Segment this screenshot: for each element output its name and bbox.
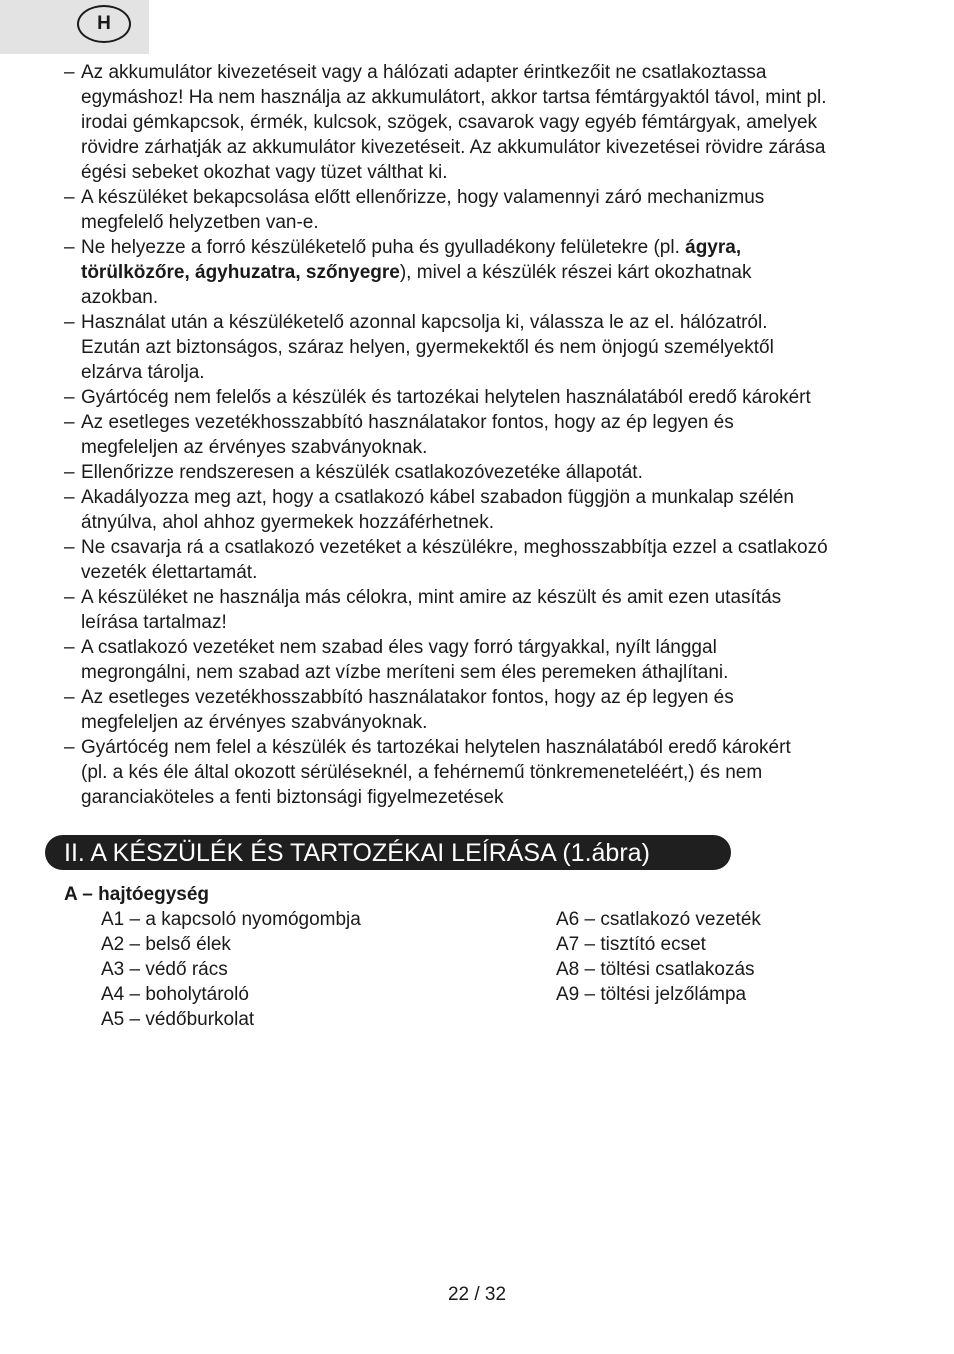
dash-marker: – [64,387,75,408]
part-item: A8 – töltési csatlakozás [556,959,755,980]
part-item: A6 – csatlakozó vezeték [556,909,761,930]
language-badge [77,5,131,43]
section-heading [45,835,731,870]
dash-marker: – [64,737,75,758]
dash-marker: – [64,62,75,83]
list-item: – Ellenőrizze rendszeresen a készülék csatlakozóvezetéke állapotát. [64,462,643,483]
list-item: – Gyártócég nem felel a készülék és tartozékai helytelen használatából eredő károkért (pl. a kés éle által okozott sérüléseknél, a fehérnemű tönkremeneteléért,) és nem garanciaköteles a fenti biztonsági figyelmezetések [64,737,791,808]
dash-marker: – [64,637,75,658]
part-item: A5 – védőburkolat [101,1009,255,1030]
parts-list-left [101,907,361,1032]
list-item: – Használat után a készüléketelő azonnal kapcsolja ki, válassza le az el. hálózatról. Ezután azt biztonságos, száraz helyen, gyermekektől és nem önjogú személyektől elzárva tárolja. [64,312,774,383]
list-item: – Az esetleges vezetékhosszabbító használatakor fontos, hogy az ép legyen és megfeleljen az érvényes szabványoknak. [64,687,734,733]
part-item: A7 – tisztító ecset [556,934,706,955]
safety-instructions-list [64,60,904,810]
dash-marker: – [64,237,75,258]
list-item: – Az akkumulátor kivezetéseit vagy a hálózati adapter érintkezőit ne csatlakoztassa egymáshoz! Ha nem használja az akkumulátort, akkor tartsa fémtárgyaktól távol, mint pl. irodai gémkapcsok, érmék, kulcsok, szögek, csavarok vagy egyéb fémtárgyak, amelyek rövidre zárhatják az akkumulátor kivezetéseit. Az akkumulátor kivezetései rövidre zárása égési sebeket okozhat vagy tüzet válthat ki. [64,62,827,183]
parts-list-right [556,907,761,1007]
part-item: A9 – töltési jelzőlámpa [556,984,747,1005]
dash-marker: – [64,462,75,483]
dash-marker: – [64,412,75,433]
dash-marker: – [64,537,75,558]
dash-marker: – [64,312,75,333]
dash-marker: – [64,487,75,508]
part-item: A3 – védő rács [101,959,228,980]
list-item: – Ne csavarja rá a csatlakozó vezetéket a készülékre, meghosszabbítja ezzel a csatlakozó vezeték élettartamát. [64,537,828,583]
list-item: – Ne helyezze a forró készüléketelő puha és gyulladékony felületekre (pl. ágyra, törülközőre, ágyhuzatra, szőnyegre), mivel a készülék részei kárt okozhatnak azokban. [64,237,752,308]
list-item: – Akadályozza meg azt, hogy a csatlakozó kábel szabadon függjön a munkalap szélén átnyúlva, ahol ahhoz gyermekek hozzáférhetnek. [64,487,794,533]
part-item: A4 – boholytároló [101,984,249,1005]
section-title: II. A KÉSZÜLÉK ÉS TARTOZÉKAI LEÍRÁSA (1.ábra) [64,839,650,867]
list-item: – A csatlakozó vezetéket nem szabad éles vagy forró tárgyakkal, nyílt lánggal megrongálni, nem szabad azt vízbe meríteni sem éles peremeken áthajlítani. [64,637,729,683]
list-item: – A készüléket ne használja más célokra, mint amire az készült és amit ezen utasítás leírása tartalmaz! [64,587,782,633]
list-item: – Az esetleges vezetékhosszabbító használatakor fontos, hogy az ép legyen és megfeleljen az érvényes szabványoknak. [64,412,734,458]
dash-marker: – [64,687,75,708]
dash-marker: – [64,587,75,608]
list-item: – Gyártócég nem felelős a készülék és tartozékai helytelen használatából eredő károkért [64,387,811,408]
page-number: 22 / 32 [447,1284,507,1305]
part-item: A2 – belső élek [101,934,231,955]
dash-marker: – [64,187,75,208]
language-tab [0,0,149,54]
parts-group-title: A – hajtóegység [64,884,210,905]
language-code: H [97,13,111,34]
list-item: – A készüléket bekapcsolása előtt ellenőrizze, hogy valamennyi záró mechanizmus megfelelő helyzetben van-e. [64,187,765,233]
part-item: A1 – a kapcsoló nyomógombja [101,909,361,930]
